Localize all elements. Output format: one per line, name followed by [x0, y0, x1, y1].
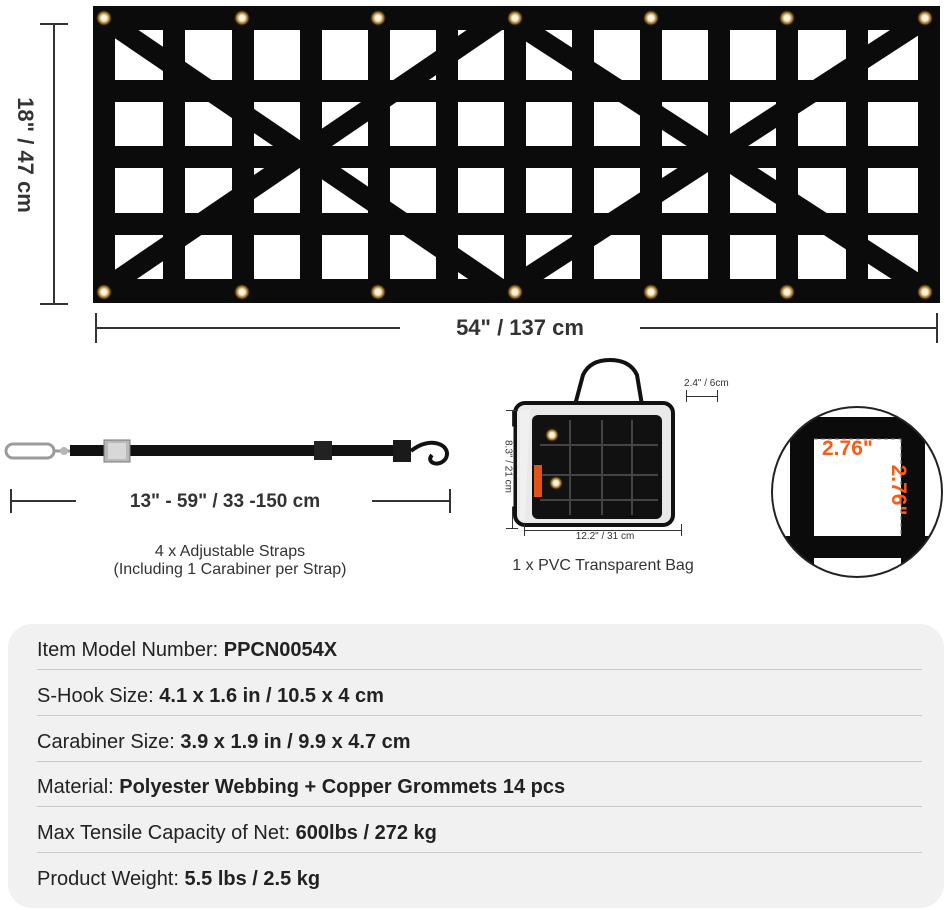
strap-dimension-line-right: [372, 500, 450, 502]
strap-caption-line1: 4 x Adjustable Straps: [154, 543, 306, 560]
adjustable-strap-image: [0, 430, 470, 480]
mesh-vertical-label: 2.76": [887, 464, 910, 516]
spec-value: 5.5 lbs / 2.5 kg: [184, 868, 321, 890]
bag-height-tick-top: [506, 410, 518, 411]
bag-width-tick-left: [524, 524, 525, 536]
spec-label: Material:: [37, 776, 120, 798]
spec-divider: [37, 761, 922, 762]
spec-divider: [37, 715, 922, 716]
strap-dimension-tick-right: [449, 489, 451, 513]
pvc-bag-image: [490, 355, 700, 535]
strap-length-label: 13" - 59" / 33 -150 cm: [129, 491, 321, 512]
mesh-horizontal-label: 2.76": [822, 437, 873, 460]
spec-label: Carabiner Size:: [37, 731, 181, 753]
net-width-label: 54" / 137 cm: [400, 313, 640, 343]
spec-row-model-number: [37, 628, 922, 673]
spec-label: Item Model Number:: [37, 639, 224, 661]
bag-height-label: 8.3" / 21 cm: [503, 427, 514, 507]
net-height-tick-top: [40, 23, 68, 25]
spec-label: Product Weight:: [37, 868, 185, 890]
spec-value: 4.1 x 1.6 in / 10.5 x 4 cm: [159, 685, 384, 707]
mesh-size-detail-image: [770, 405, 945, 580]
spec-value: 600lbs / 272 kg: [295, 822, 437, 844]
spec-row-s-hook-size: [37, 674, 922, 719]
strap-dimension-tick-left: [10, 489, 12, 513]
strap-caption-line2: (Including 1 Carabiner per Strap): [113, 561, 347, 578]
bag-depth-tick-right: [717, 390, 718, 402]
strap-dimension-line-left: [10, 500, 76, 502]
spec-divider: [37, 852, 922, 853]
cargo-net-image: [0, 0, 947, 310]
spec-value: Polyester Webbing + Copper Grommets 14 pcs: [119, 776, 566, 798]
net-height-tick-bottom: [40, 303, 68, 305]
spec-row-product-weight: [37, 857, 922, 902]
net-height-dimension-line: [53, 24, 55, 304]
bag-caption: 1 x PVC Transparent Bag: [512, 557, 694, 574]
bag-width-tick-right: [681, 524, 682, 536]
bag-depth-label: 2.4" / 6cm: [684, 378, 729, 389]
spec-divider: [37, 669, 922, 670]
net-height-label: 18" / 47 cm: [10, 85, 40, 225]
bag-depth-dimension-line: [686, 396, 718, 397]
spec-row-carabiner-size: [37, 720, 922, 765]
spec-label: Max Tensile Capacity of Net:: [37, 822, 296, 844]
net-width-tick-right: [936, 313, 938, 343]
spec-row-material: [37, 765, 922, 810]
bag-depth-tick-left: [686, 390, 687, 402]
spec-divider: [37, 806, 922, 807]
bag-height-tick-bottom: [506, 528, 518, 529]
net-width-tick-left: [95, 313, 97, 343]
spec-value: PPCN0054X: [223, 639, 338, 661]
spec-value: 3.9 x 1.9 in / 9.9 x 4.7 cm: [180, 731, 411, 753]
spec-label: S-Hook Size:: [37, 685, 160, 707]
bag-width-label: 12.2" / 31 cm: [560, 531, 650, 542]
spec-row-tensile-capacity: [37, 811, 922, 856]
